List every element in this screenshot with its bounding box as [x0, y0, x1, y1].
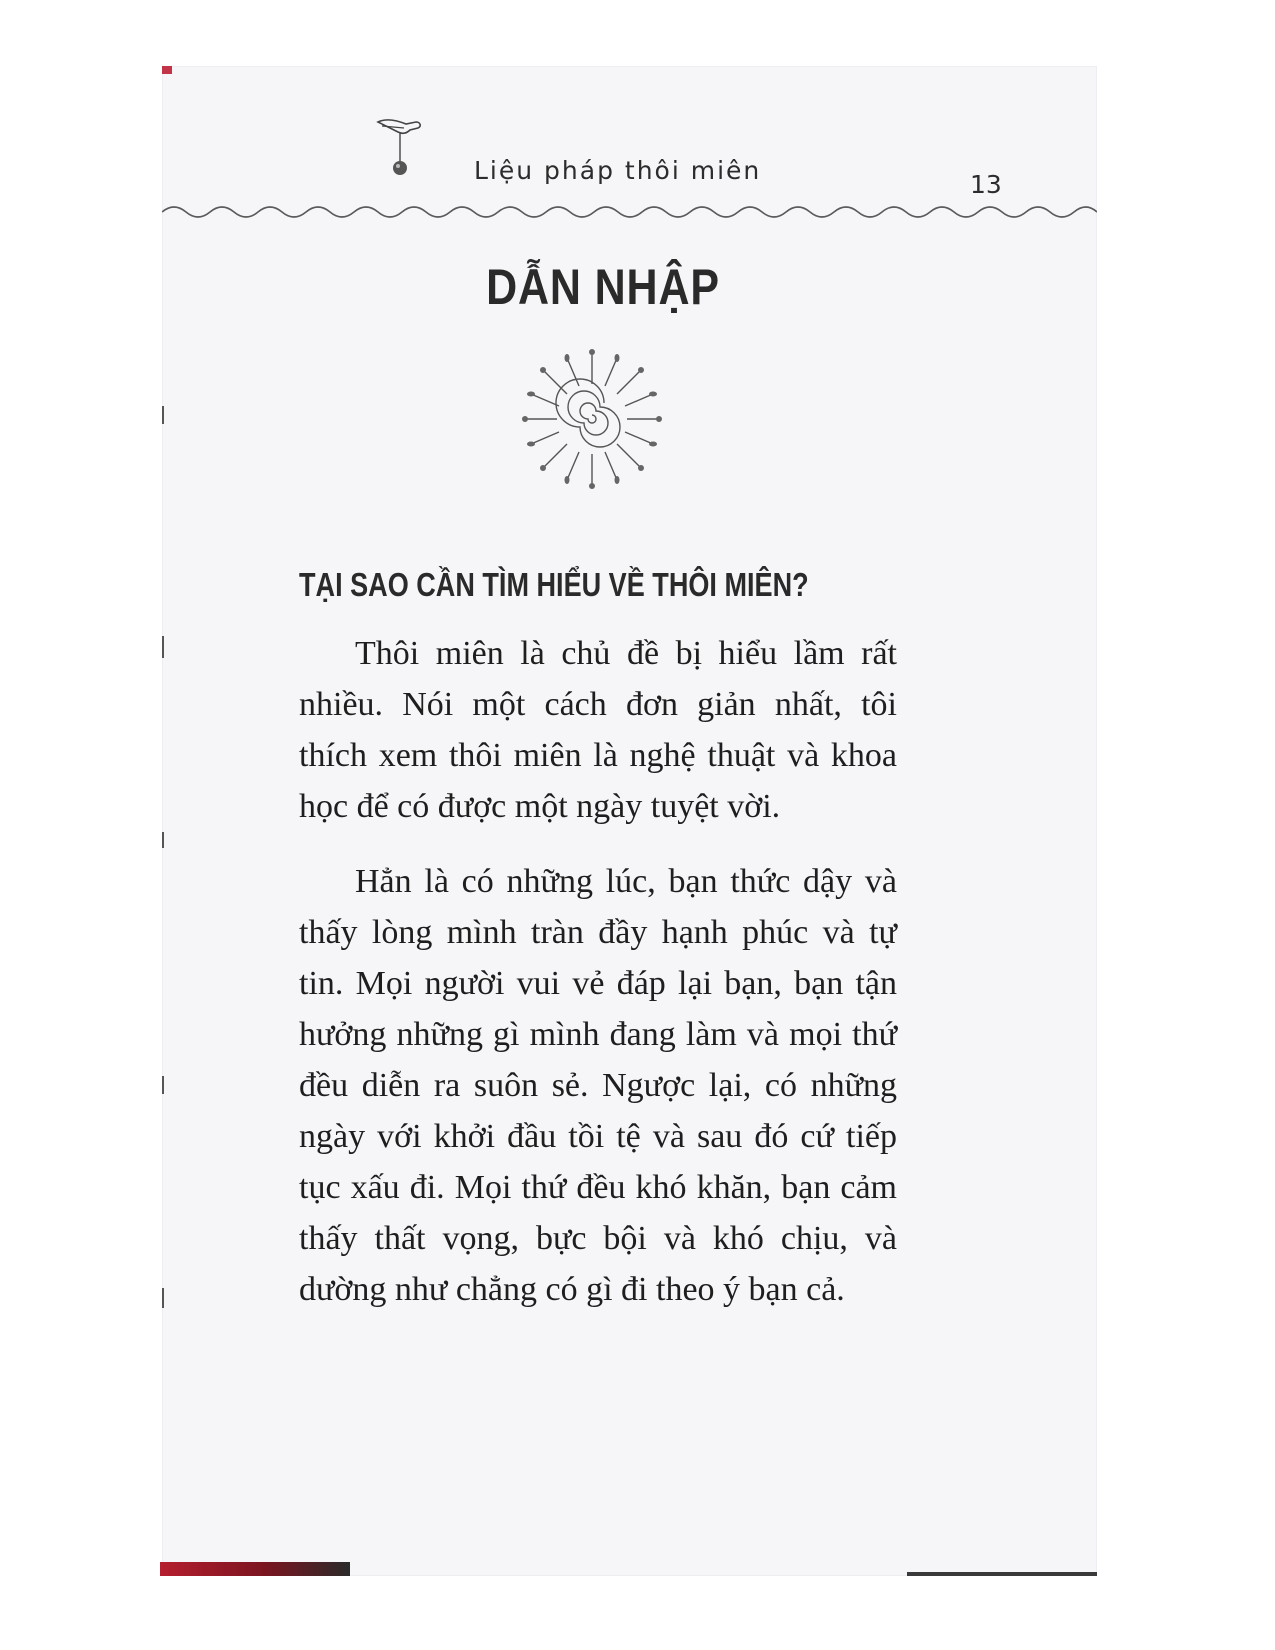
spiral-sun-ornament-icon — [517, 344, 667, 494]
margin-mark — [162, 1076, 164, 1094]
body-paragraph-2: Hẳn là có những lúc, bạn thức dậy và thấy lòng mình tràn đầy hạnh phúc và tự tin. Mọi người vui vẻ đáp lại bạn, bạn tận hưởng những gì mình đang làm và mọi thứ đều diễn ra suôn sẻ. Ngược lại, có những ngày với khởi đầu tồi tệ và sau đó cứ tiếp tục xấu đi. Mọi thứ đều khó khăn, bạn cảm thấy thất vọng, bực bội và khó chịu, và dường như chẳng có gì đi theo ý bạn cả. — [299, 863, 897, 1308]
margin-mark — [162, 406, 164, 424]
section-heading: TẠI SAO CẦN TÌM HIỂU VỀ THÔI MIÊN? — [299, 566, 809, 603]
book-page — [162, 66, 1097, 1576]
page-header — [162, 66, 1097, 236]
running-title: Liệu pháp thôi miên — [474, 156, 762, 185]
page-number: 13 — [970, 170, 1002, 199]
body-paragraph-1: Thôi miên là chủ đề bị hiểu lầm rất nhiều. Nói một cách đơn giản nhất, tôi thích xem thôi miên là nghệ thuật và khoa học để có được một ngày tuyệt vời. — [299, 635, 897, 825]
wavy-divider — [162, 198, 1097, 222]
margin-mark — [162, 1288, 164, 1308]
chapter-title: DẪN NHẬP — [486, 259, 720, 315]
page-edge-bottom — [160, 1562, 350, 1576]
pendulum-hand-icon — [376, 114, 426, 180]
margin-mark — [162, 636, 164, 658]
page-edge-bottom-right — [907, 1572, 1097, 1576]
margin-mark — [162, 832, 164, 848]
